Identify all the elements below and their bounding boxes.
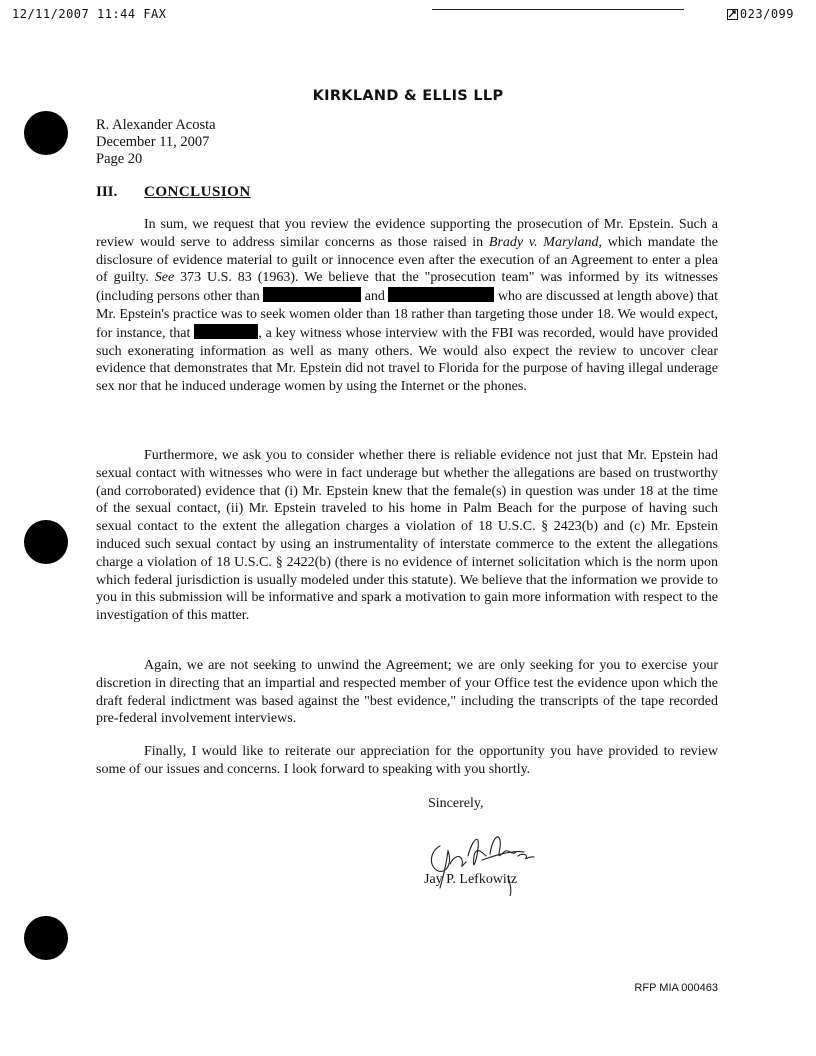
paragraph-3 xyxy=(96,657,718,728)
fax-header-rule xyxy=(432,9,684,10)
punch-hole xyxy=(24,520,68,564)
case-citation: Brady v. Maryland xyxy=(488,234,599,250)
paragraph-1-text: who are discussed at length above) that Mr. Epstein's practice was to seek women older than 18 rather than targeting those under 18. We would expect, for instance, that xyxy=(96,289,719,341)
signer-name: Jay P. Lefkowitz xyxy=(424,872,517,887)
section-title: CONCLUSION xyxy=(144,184,251,200)
fax-datetime: 12/11/2007 11:44 FAX xyxy=(12,7,167,21)
fax-status-icon xyxy=(727,9,738,20)
paragraph-1-text: In sum, we request that you review the evidence supporting the prosecution of Mr. Epstein. Such a review would serve to address similar concerns as those raised in xyxy=(96,217,718,250)
bates-number: RFP MIA 000463 xyxy=(634,982,718,994)
addressee-name: R. Alexander Acosta xyxy=(96,117,216,133)
paragraph-1-text: 373 U.S. 83 (1963). We believe that the "prosecution team" was informed by its witnesses (including persons other than xyxy=(96,270,718,305)
punch-hole xyxy=(24,916,68,960)
closing-salutation: Sincerely, xyxy=(428,796,484,811)
fax-header xyxy=(12,7,794,23)
paragraph-1 xyxy=(96,216,718,396)
redaction-box xyxy=(388,287,494,302)
fax-page-counter: 023/099 xyxy=(739,7,794,21)
see-signal: See xyxy=(154,270,175,286)
section-heading xyxy=(96,184,251,201)
letter-date: December 11, 2007 xyxy=(96,134,210,150)
paragraph-1-text: , a key witness whose interview with the FBI was recorded, would have provided such exonerating information as well as many others. We would also expect the review to uncover clear evidence that demonstrates that Mr. Epstein did not travel to Florida for the purpose of having illegal underage sex nor that he induced underage women by using the Internet or the phones. xyxy=(96,325,719,395)
paragraph-1-text: and xyxy=(361,289,389,305)
fax-page-counter-group xyxy=(727,7,794,21)
addressee-block xyxy=(96,117,216,168)
punch-hole xyxy=(24,111,68,155)
paragraph-2-text: Furthermore, we ask you to consider whether there is reliable evidence not just that Mr. Epstein had sexual contact with witnesses who were in fact underage but whether the allegations are based on trustworthy (and corroborated) evidence that (i) Mr. Epstein knew that the female(s) in question was under 18 at the time of the sexual contact, (ii) Mr. Epstein traveled to his home in Palm Beach for the purpose of having such sexual contact to the extent the allegation charges a violation of 18 U.S.C. § 2423(b) and (c) Mr. Epstein induced such sexual contact by using an instrumentality of interstate commerce to the extent the allegations charge a violation of 18 U.S.C. § 2422(b) (there is no evidence of internet solicitation which is the norm upon which federal jurisdiction is usually modeled under this statute). We believe that the information we provide to you in this submission will be informative and spark a motivation to gain more information with respect to the investigation of this matter. xyxy=(96,448,718,624)
paragraph-1-text: , which mandate the disclosure of evidence material to guilt or innocence even after the execution of an Agreement to enter a plea of guilty. xyxy=(96,234,718,286)
firm-letterhead: KIRKLAND & ELLIS LLP xyxy=(312,88,504,104)
paragraph-2 xyxy=(96,447,718,625)
paragraph-4 xyxy=(96,743,718,779)
redaction-box xyxy=(194,324,258,339)
section-number: III. xyxy=(96,184,118,200)
paragraph-4-text: Finally, I would like to reiterate our appreciation for the opportunity you have provided to review some of our issues and concerns. I look forward to speaking with you shortly. xyxy=(96,744,718,777)
paragraph-3-text: Again, we are not seeking to unwind the Agreement; we are only seeking for you to exercise your discretion in directing that an impartial and respected member of your Office test the evidence upon which the draft federal indictment was based against the "best evidence," including the transcripts of the tape recorded pre-federal involvement interviews. xyxy=(96,658,718,727)
page-number: Page 20 xyxy=(96,151,143,167)
redaction-box xyxy=(263,287,361,302)
